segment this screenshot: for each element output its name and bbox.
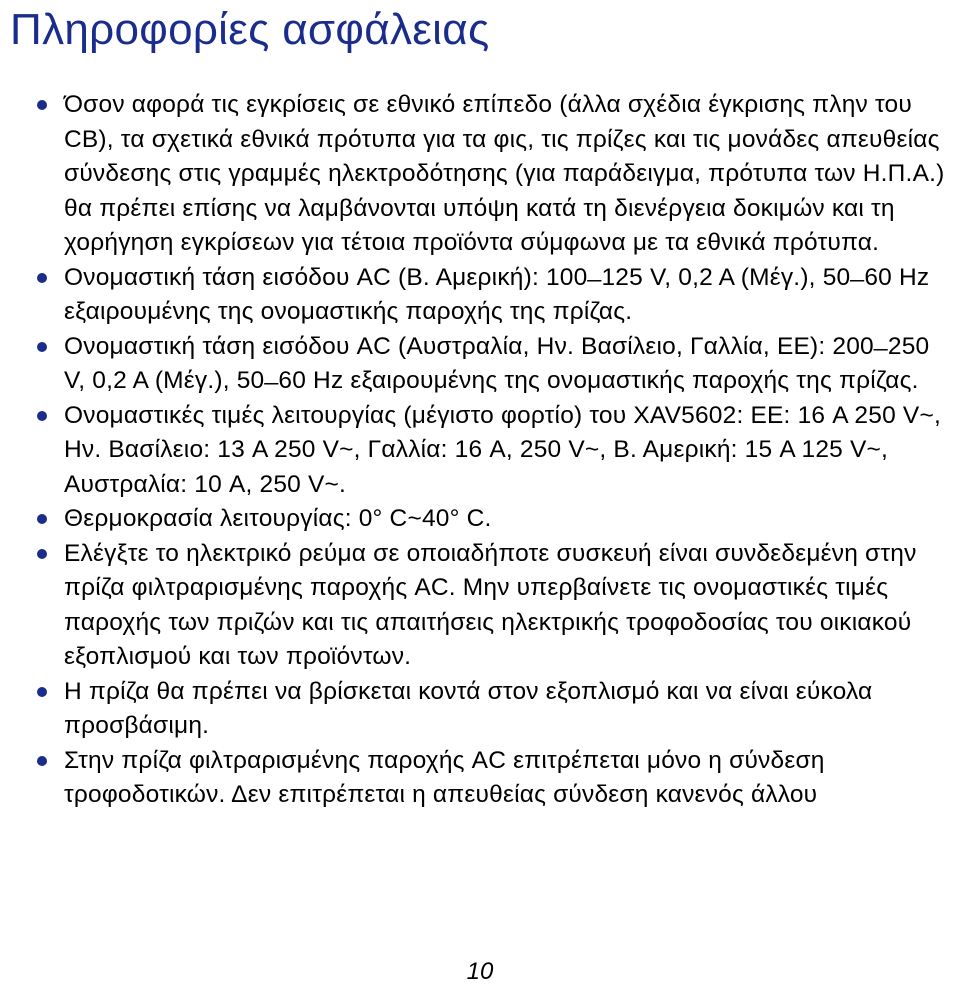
bullet-icon <box>37 549 47 559</box>
list-item-text: Ελέγξτε το ηλεκτρικό ρεύμα σε οποιαδήποτε συσκευή είναι συνδεδεμένη στην πρίζα φιλτραρισμένης παροχής AC. Μην υπερβαίνετε τις ονομαστικές τιμές παροχής των πριζών και τις απαιτήσεις ηλεκτρικής τροφοδοσίας του οικιακού εξοπλισμού και των προϊόντων. <box>64 539 917 670</box>
list-item <box>0 502 960 537</box>
list-item-text: Ονομαστική τάση εισόδου AC (Β. Αμερική): 100 ̶ 125 V, 0,2 A (Μέγ.), 50 ̶ 60 Hz εξαιρουμένης της ονομαστικής παροχής της πρίζας. <box>64 263 930 325</box>
page-number: 10 <box>466 958 494 985</box>
list-item <box>0 537 960 675</box>
list-item-text: Θερμοκρασία λειτουργίας: 0° C~40° C. <box>64 505 492 532</box>
bullet-icon <box>37 756 47 766</box>
list-item-text: Ονομαστική τάση εισόδου AC (Αυστραλία, Ην. Βασίλειο, Γαλλία, ΕΕ): 200 ̶ 250 V, 0,2 A (Μέγ.), 50 ̶ 60 Hz εξαιρουμένης της ονομαστικής παροχής της πρίζας. <box>64 332 930 394</box>
list-item <box>0 675 960 744</box>
list-item <box>0 88 960 261</box>
list-item-text: Ονομαστικές τιμές λειτουργίας (μέγιστο φορτίο) του XAV5602: ΕΕ: 16 A 250 V~, Ην. Βασίλειο: 13 A 250 V~, Γαλλία: 16 A, 250 V~, Β. Αμερική: 15 A 125 V~, Αυστραλία: 10 A, 250 V~. <box>64 401 941 498</box>
list-item-text: Η πρίζα θα πρέπει να βρίσκεται κοντά στον εξοπλισμό και να είναι εύκολα προσβάσιμη. <box>64 677 873 739</box>
bullet-icon <box>37 273 47 283</box>
list-item-text: Στην πρίζα φιλτραρισμένης παροχής AC επιτρέπεται μόνο η σύνδεση τροφοδοτικών. Δεν επιτρέπεται η απευθείας σύνδεση κανενός άλλου <box>64 746 825 808</box>
safety-bullet-list <box>0 88 960 813</box>
list-item <box>0 744 960 813</box>
list-item <box>0 261 960 330</box>
page-title: Πληροφορίες ασφάλειας <box>10 5 490 54</box>
bullet-icon <box>37 342 47 352</box>
list-item-text: Όσον αφορά τις εγκρίσεις σε εθνικό επίπεδο (άλλα σχέδια έγκρισης πλην του CB), τα σχετικά εθνικά πρότυπα για τα φις, τις πρίζες και τις μονάδες απευθείας σύνδεσης στις γραμμές ηλεκτροδότησης (για παράδειγμα, πρότυπα των Η.Π.Α.) θα πρέπει επίσης να λαμβάνονται υπόψη κατά τη διενέργεια δοκιμών και τη χορήγηση εγκρίσεων για τέτοια προϊόντα σύμφωνα με τα εθνικά πρότυπα. <box>64 91 945 256</box>
list-item <box>0 330 960 399</box>
bullet-icon <box>37 100 47 110</box>
bullet-icon <box>37 687 47 697</box>
bullet-icon <box>37 411 47 421</box>
list-item <box>0 399 960 503</box>
bullet-icon <box>37 514 47 524</box>
